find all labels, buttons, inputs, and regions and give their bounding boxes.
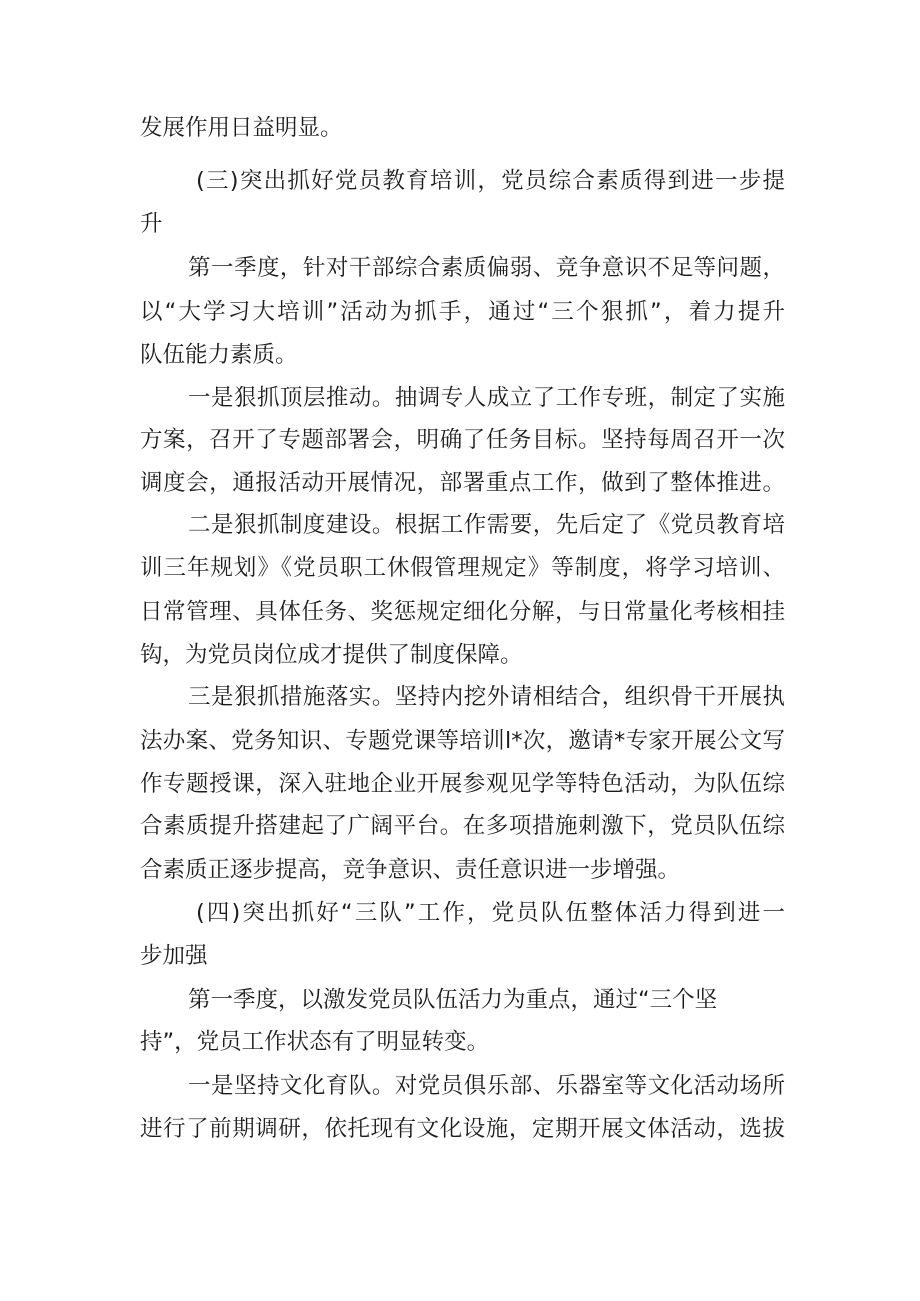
text-line: 合素质提升搭建起了广阔平台。在多项措施刺激下，党员队伍综	[140, 813, 785, 839]
text-line: 发展作用日益明显。	[140, 115, 343, 141]
text-line: 二是狠抓制度建设。根据工作需要，先后定了《党员教育培	[188, 512, 785, 538]
section-heading-continued: 步加强	[140, 943, 208, 969]
text-line: 训三年规划》《党员职工休假管理规定》等制度，将学习培训、	[140, 555, 785, 581]
text-line: 第一季度，针对干部综合素质偏弱、竞争意识不足等问题，	[188, 255, 785, 281]
text-line: 日常管理、具体任务、奖惩规定细化分解，与日常量化考核相挂	[140, 599, 785, 625]
section-heading: (四)突出抓好“三队”工作，党员队伍整体活力得到进一	[196, 900, 785, 926]
text-line: 第一季度，以激发党员队伍活力为重点，通过“三个坚	[188, 987, 718, 1013]
text-line: 一是狠抓顶层推动。抽调专人成立了工作专班，制定了实施	[188, 385, 785, 411]
text-line: 法办案、党务知识、专题党课等培训l*次，邀请*专家开展公文写	[140, 728, 785, 754]
text-line: 队伍能力素质。	[140, 342, 298, 368]
text-line: 以“大学习大培训”活动为抓手，通过“三个狠抓”，着力提升	[140, 299, 785, 325]
text-line: 进行了前期调研，依托现有文化设施，定期开展文体活动，选拔	[140, 1116, 785, 1142]
text-line: 合素质正逐步提高，竞争意识、责任意识进一步增强。	[140, 857, 681, 883]
text-line: 一是坚持文化育队。对党员俱乐部、乐器室等文化活动场所	[188, 1073, 785, 1099]
text-line: 三是狠抓措施落实。坚持内挖外请相结合，组织骨干开展执	[188, 684, 785, 710]
text-line: 钩，为党员岗位成才提供了制度保障。	[140, 642, 523, 668]
text-line: 作专题授课，深入驻地企业开展参观见学等特色活动，为队伍综	[140, 771, 785, 797]
text-line: 持”，党员工作状态有了明显转变。	[140, 1029, 490, 1055]
section-heading-continued: 升	[140, 211, 163, 237]
section-heading: (三)突出抓好党员教育培训，党员综合素质得到进一步提	[196, 168, 785, 194]
text-line: 方案，召开了专题部署会，明确了任务目标。坚持每周召开一次	[140, 427, 785, 453]
text-line: 调度会，通报活动开展情况，部署重点工作，做到了整体推进。	[140, 470, 785, 496]
